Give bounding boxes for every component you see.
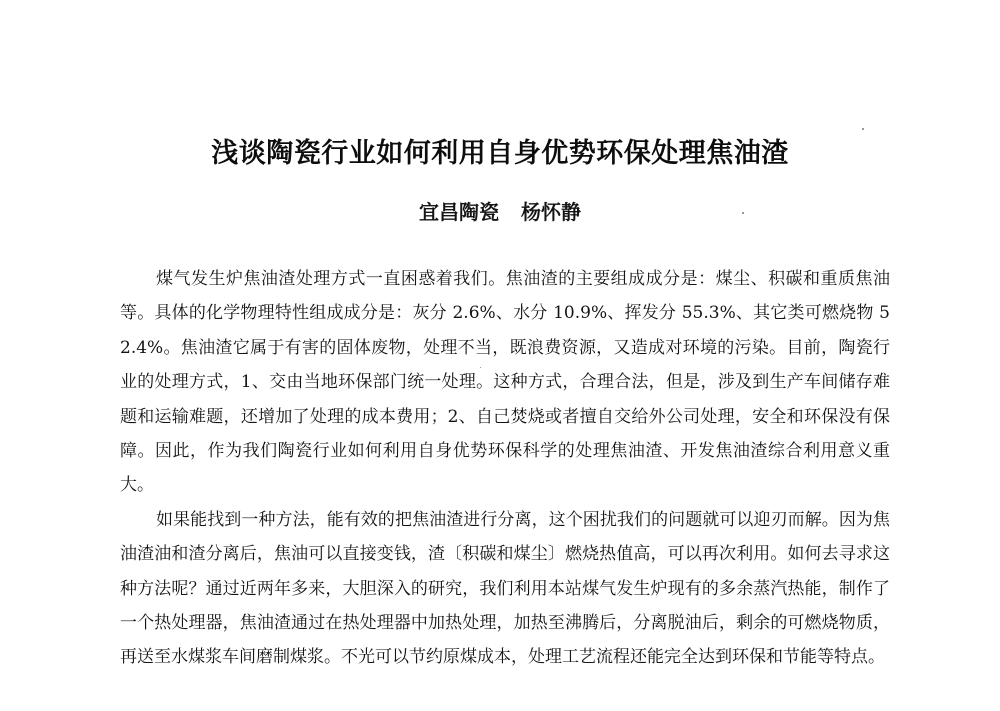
scan-speck bbox=[480, 367, 481, 368]
scan-speck bbox=[862, 128, 864, 130]
author-name: 杨怀静 bbox=[521, 200, 581, 224]
article-body bbox=[120, 262, 890, 675]
article-title: 浅谈陶瓷行业如何利用自身优势环保处理焦油渣 bbox=[211, 138, 789, 169]
paragraph-2: 如果能找到一种方法，能有效的把焦油渣进行分离，这个困扰我们的问题就可以迎刃而解。因为焦油渣油和渣分离后，焦油可以直接变钱，渣〔积碳和煤尘〕燃烧热值高，可以再次利用。如何去寻求这种方法呢？通过近两年多来，大胆深入的研究，我们利用本站煤气发生炉现有的多余蒸汽热能，制作了一个热处理器，焦油渣通过在热处理器中加热处理，加热至沸腾后，分离脱油后，剩余的可燃烧物质，再送至水煤浆车间磨制煤浆。不光可以节约原煤成本，处理工艺流程还能完全达到环保和节能等特点。 bbox=[120, 509, 890, 668]
byline bbox=[0, 198, 1000, 226]
scan-speck bbox=[742, 212, 744, 214]
paragraph-1: 煤气发生炉焦油渣处理方式一直困惑着我们。焦油渣的主要组成成分是：煤尘、积碳和重质焦油等。具体的化学物理特性组成成分是：灰分 2.6%、水分 10.9%、挥发分 55.3%、其它类可燃烧物 52.4%。焦油渣它属于有害的固体废物，处理不当，既浪费资源，又造成对环境的污染。目前，陶瓷行业的处理方式，1、交由当地环保部门统一处理。这种方式，合理合法，但是，涉及到生产车间储存难题和运输难题，还增加了处理的成本费用；2、自己焚烧或者擅自交给外公司处理，安全和环保没有保障。因此，作为我们陶瓷行业如何利用自身优势环保科学的处理焦油渣、开发焦油渣综合利用意义重大。 bbox=[120, 269, 890, 496]
author-affiliation: 宜昌陶瓷 bbox=[419, 200, 499, 224]
